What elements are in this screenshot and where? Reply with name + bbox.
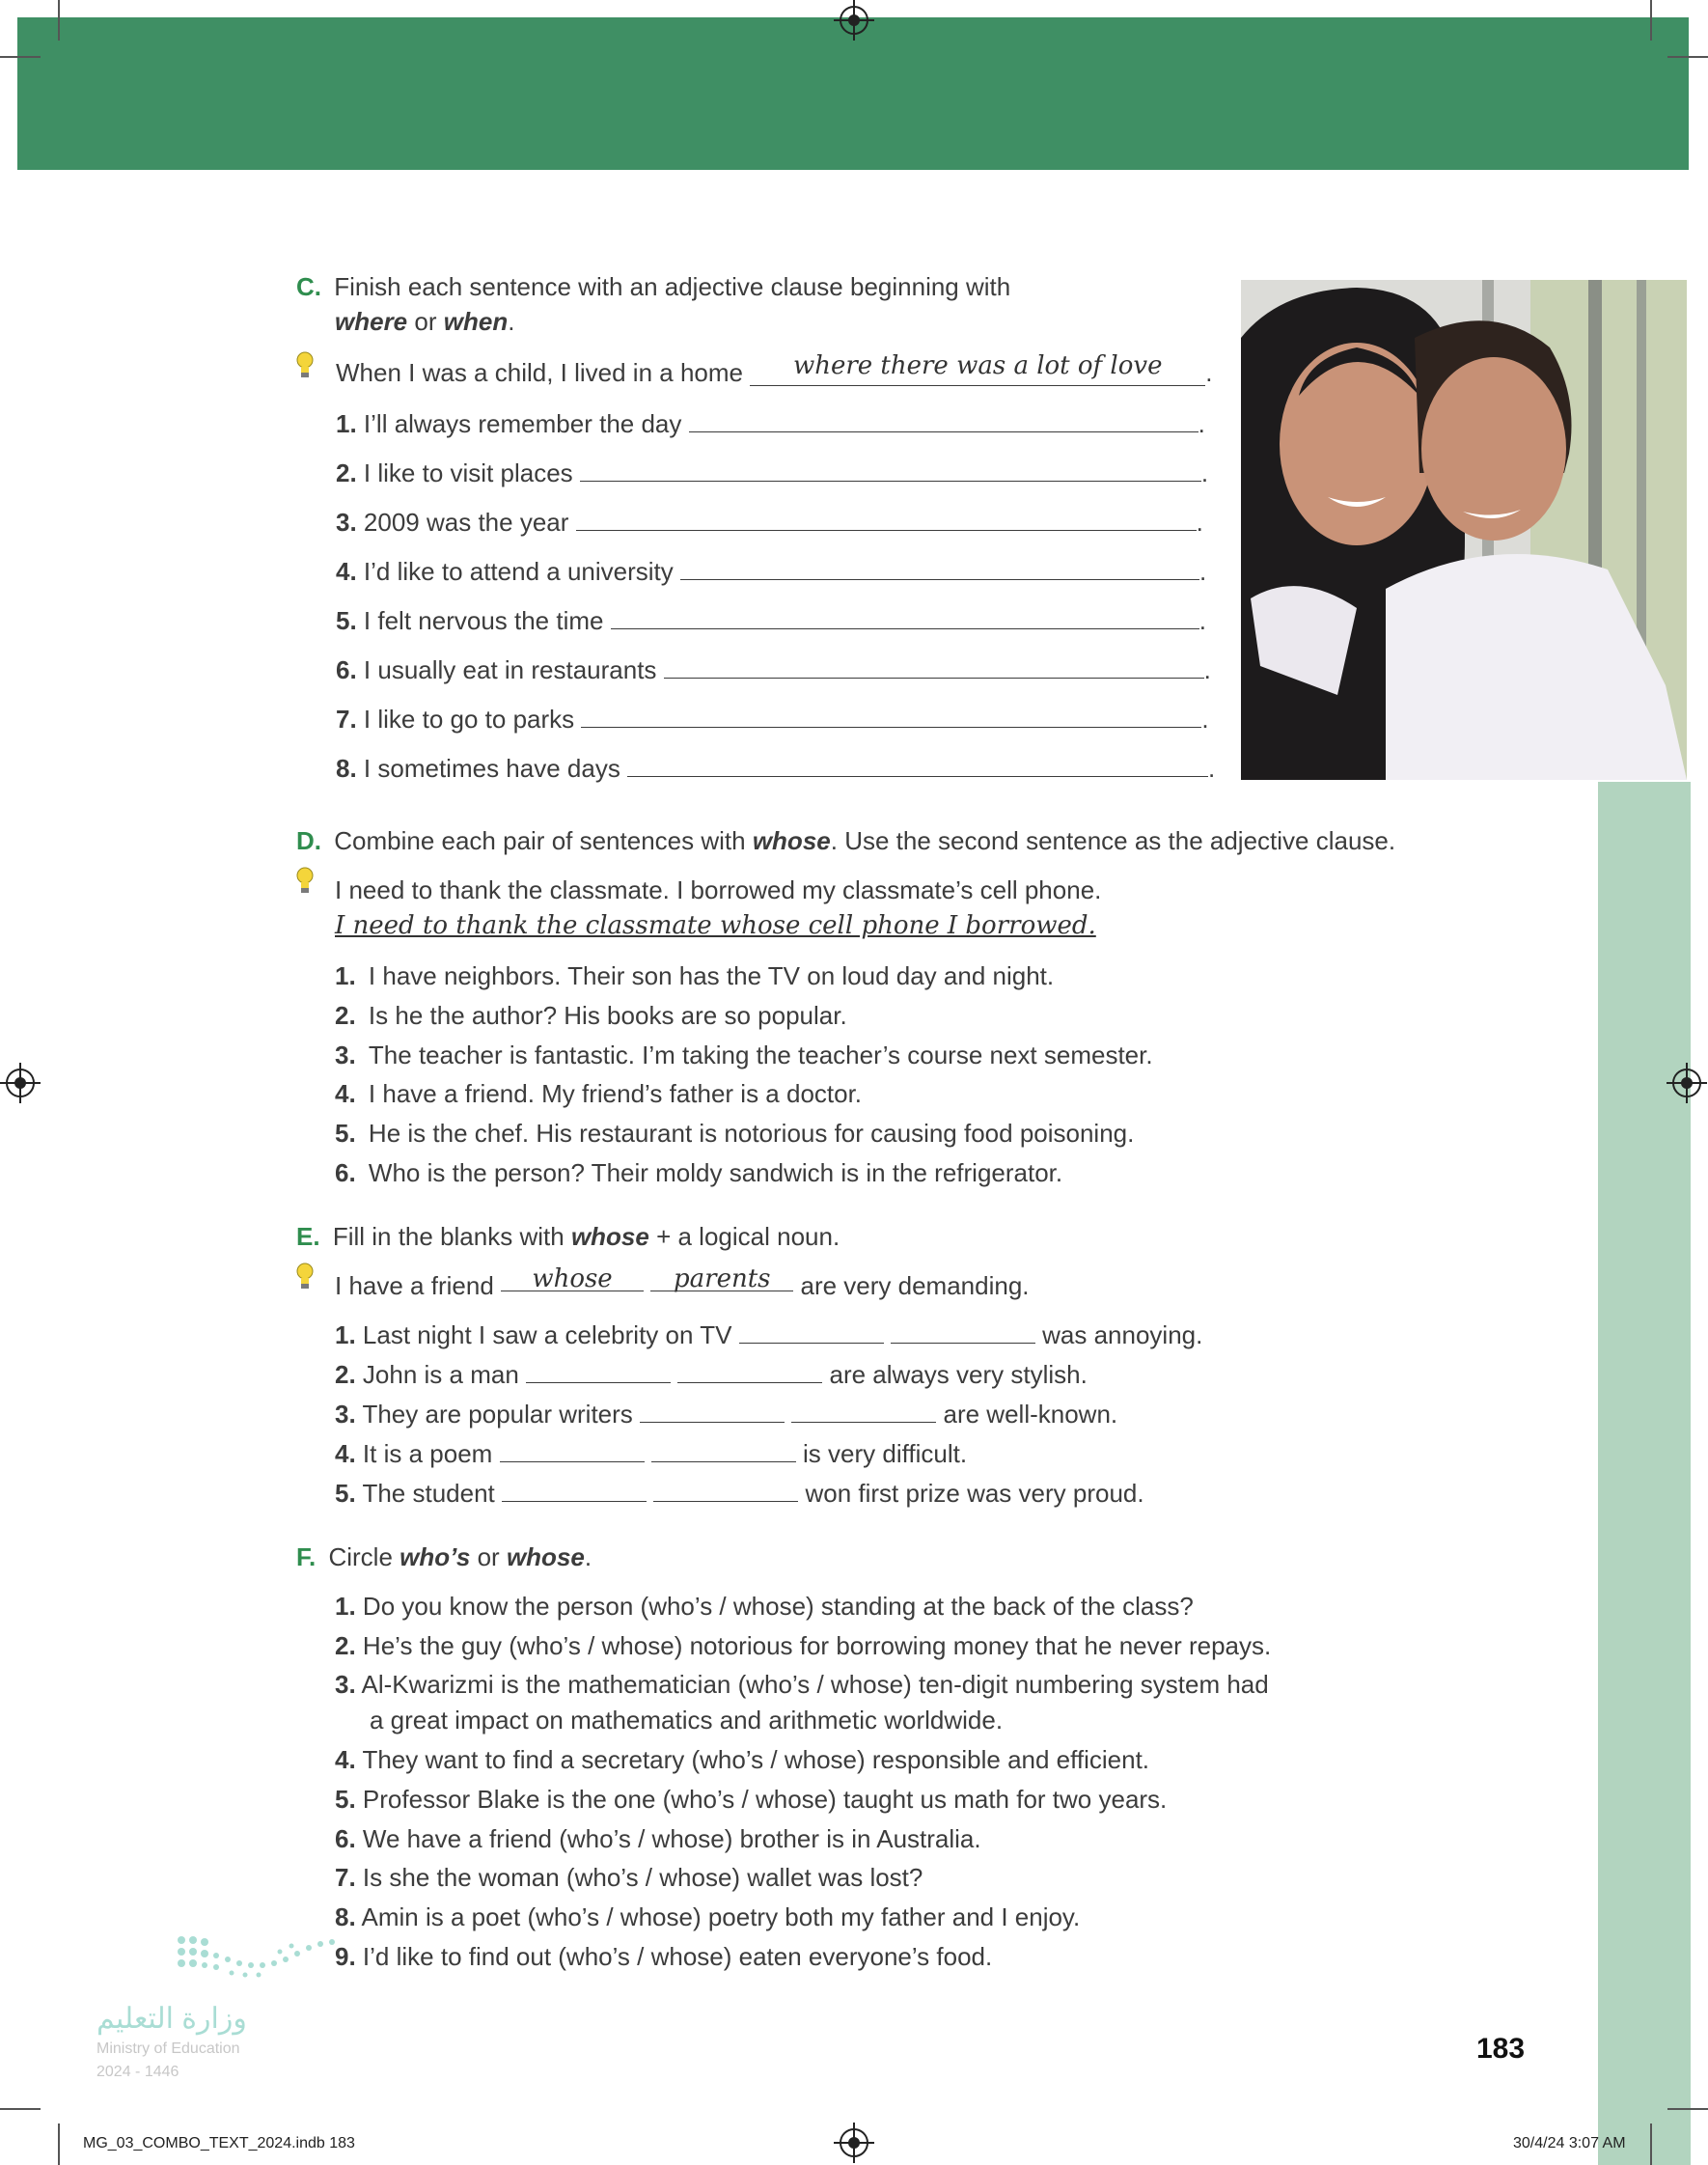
- item-text[interactable]: They want to find a secretary (who’s / whose) responsible and efficient.: [362, 1745, 1150, 1774]
- item-number: 1.: [335, 1320, 356, 1349]
- crop-mark: [1650, 2123, 1652, 2165]
- list-item: [335, 1156, 1062, 1189]
- item-number: 3.: [335, 1670, 356, 1699]
- answer-blank-1[interactable]: [739, 1321, 884, 1344]
- item-text[interactable]: We have a friend (who’s / whose) brother is in Australia.: [362, 1824, 981, 1853]
- example-answer-2: parents: [674, 1264, 771, 1293]
- item-text: Is he the author? His books are so popular.: [368, 1001, 847, 1030]
- item-text: I like to visit places: [363, 458, 573, 487]
- item-number: 2.: [335, 1360, 356, 1389]
- registration-mark-top: [840, 6, 868, 35]
- item-number: 4.: [335, 1079, 356, 1108]
- crop-mark: [0, 56, 41, 58]
- answer-blank[interactable]: [664, 652, 1204, 679]
- item-text: He is the chef. His restaurant is notorious for causing food poisoning.: [368, 1119, 1135, 1148]
- item-number: 3.: [335, 1400, 356, 1429]
- item-text: 2009 was the year: [363, 508, 569, 537]
- answer-blank[interactable]: [680, 554, 1199, 580]
- answer-blank[interactable]: [581, 702, 1201, 728]
- item-text: I sometimes have days: [363, 754, 620, 783]
- period: .: [584, 1542, 592, 1571]
- section-d-heading: [296, 824, 1395, 857]
- answer-blank-2[interactable]: [791, 1401, 936, 1423]
- list-item: 4. I’d like to attend a university .: [336, 554, 1206, 588]
- list-item: [335, 1743, 1149, 1776]
- list-item: 5. I felt nervous the time .: [336, 603, 1206, 637]
- period: .: [508, 307, 515, 336]
- ministry-logo-english: Ministry of Education: [96, 2040, 240, 2057]
- item-text[interactable]: Do you know the person (who’s / whose) standing at the back of the class?: [362, 1592, 1194, 1621]
- item-number: 8.: [335, 1902, 356, 1931]
- item-number: 2.: [335, 1001, 356, 1030]
- item-post: are always very stylish.: [829, 1360, 1088, 1389]
- example-pre: I have a friend: [335, 1271, 494, 1300]
- item-number: 9.: [335, 1942, 356, 1971]
- example-blank-2: [650, 1264, 793, 1293]
- item-number: 8.: [336, 754, 357, 783]
- example-answer: where there was a lot of love: [792, 351, 1163, 380]
- list-item: [335, 1358, 1088, 1391]
- registration-mark-left: [6, 1069, 35, 1097]
- item-post: was annoying.: [1042, 1320, 1203, 1349]
- list-item: [335, 1590, 1194, 1623]
- item-number: 1.: [336, 409, 357, 438]
- section-c-instruction: Finish each sentence with an adjective clause beginning with: [334, 272, 1011, 301]
- section-e-instruction: Fill in the blanks with: [332, 1222, 565, 1251]
- item-post: are well-known.: [943, 1400, 1118, 1429]
- item-text[interactable]: Al-Kwarizmi is the mathematician (who’s / whose) ten-digit numbering system had: [361, 1670, 1269, 1699]
- list-item: [335, 1901, 1080, 1933]
- crop-mark: [58, 2123, 60, 2165]
- footer-date: 30/4/24 3:07 AM: [1513, 2135, 1626, 2151]
- list-item-continuation: a great impact on mathematics and arithmetic worldwide.: [370, 1706, 1004, 1735]
- item-number: 2.: [335, 1631, 356, 1660]
- list-item: [335, 1861, 923, 1894]
- list-item: 7. I like to go to parks .: [336, 702, 1209, 736]
- list-item: 6. I usually eat in restaurants .: [336, 652, 1211, 686]
- keyword-or: or: [477, 1542, 500, 1571]
- item-number: 6.: [335, 1824, 356, 1853]
- item-number: 3.: [335, 1041, 356, 1069]
- answer-blank-1[interactable]: [640, 1401, 785, 1423]
- item-pre: Last night I saw a celebrity on TV: [362, 1320, 732, 1349]
- item-number: 4.: [335, 1439, 356, 1468]
- item-number: 5.: [335, 1479, 356, 1508]
- crop-mark: [1667, 56, 1708, 58]
- ministry-logo-arabic: وزارة التعليم: [96, 2003, 247, 2035]
- item-text: I’ll always remember the day: [363, 409, 682, 438]
- item-text: Who is the person? Their moldy sandwich is in the refrigerator.: [368, 1158, 1063, 1187]
- item-number: 5.: [335, 1119, 356, 1148]
- item-pre: The student: [362, 1479, 495, 1508]
- footer-file: MG_03_COMBO_TEXT_2024.indb 183: [83, 2135, 355, 2151]
- list-item: [335, 1940, 992, 1973]
- item-number: 6.: [335, 1158, 356, 1187]
- answer-blank-1[interactable]: [526, 1361, 671, 1383]
- item-number: 1.: [335, 961, 356, 990]
- item-number: 4.: [335, 1745, 356, 1774]
- list-item: [335, 1668, 1269, 1701]
- item-post: is very difficult.: [803, 1439, 968, 1468]
- list-item: [335, 1477, 1144, 1510]
- item-post: won first prize was very proud.: [805, 1479, 1144, 1508]
- item-text[interactable]: He’s the guy (who’s / whose) notorious for borrowing money that he never repays.: [362, 1631, 1272, 1660]
- list-item: 2. I like to visit places .: [336, 456, 1208, 489]
- list-item: [335, 959, 1054, 992]
- list-item: 3. 2009 was the year .: [336, 505, 1203, 539]
- answer-blank[interactable]: [627, 751, 1208, 777]
- item-number: 1.: [335, 1592, 356, 1621]
- example-sentence: When I was a child, I lived in a home: [336, 358, 743, 387]
- item-number: 2.: [336, 458, 357, 487]
- list-item: [335, 1318, 1202, 1351]
- section-d-letter: D.: [296, 826, 321, 855]
- keyword-whose: whose: [570, 1222, 649, 1251]
- example-blank-1: [501, 1264, 644, 1293]
- answer-blank-1[interactable]: [500, 1440, 645, 1462]
- section-c-letter: C.: [296, 272, 321, 301]
- section-e-example: [335, 1264, 1030, 1302]
- list-item: [335, 1117, 1134, 1150]
- answer-blank-2[interactable]: [653, 1480, 798, 1502]
- section-d-instruction-rest: . Use the second sentence as the adjective clause.: [830, 826, 1396, 855]
- crop-mark: [0, 2108, 41, 2110]
- section-c-keywords: [335, 305, 514, 338]
- section-c-example: When I was a child, I lived in a home where there was a lot of love .: [336, 351, 1213, 387]
- answer-blank[interactable]: [580, 456, 1201, 482]
- item-pre: John is a man: [362, 1360, 519, 1389]
- lightbulb-icon: [296, 351, 314, 380]
- item-number: 4.: [336, 557, 357, 586]
- registration-mark-right: [1672, 1069, 1701, 1097]
- section-e-instruction-rest: + a logical noun.: [656, 1222, 840, 1251]
- section-f-heading: [296, 1540, 592, 1573]
- answer-blank[interactable]: [611, 603, 1199, 629]
- section-c-heading: [296, 270, 1010, 303]
- list-item: [335, 1039, 1153, 1071]
- list-item: [335, 1437, 967, 1470]
- crop-mark: [1650, 0, 1652, 41]
- item-number: 6.: [336, 655, 357, 684]
- side-margin-band: [1598, 782, 1691, 2165]
- page-number: 183: [1476, 2033, 1526, 2065]
- answer-blank-2[interactable]: [891, 1321, 1035, 1344]
- item-number: 7.: [335, 1863, 356, 1892]
- list-item: 8. I sometimes have days .: [336, 751, 1215, 785]
- item-number: 3.: [336, 508, 357, 537]
- section-f-instruction: Circle: [328, 1542, 393, 1571]
- section-d-example-answer: I need to thank the classmate whose cell phone I borrowed.: [335, 911, 1096, 940]
- item-number: 7.: [336, 705, 357, 734]
- list-item: 1. I’ll always remember the day .: [336, 406, 1205, 440]
- answer-blank-2[interactable]: [651, 1440, 796, 1462]
- answer-blank[interactable]: [576, 505, 1197, 531]
- item-pre: It is a poem: [362, 1439, 493, 1468]
- item-text: I usually eat in restaurants: [363, 655, 657, 684]
- list-item: [335, 1398, 1117, 1430]
- keyword-whose: whose: [506, 1542, 585, 1571]
- mother-child-photo: [1241, 280, 1687, 780]
- item-pre: They are popular writers: [362, 1400, 633, 1429]
- item-text: The teacher is fantastic. I’m taking the teacher’s course next semester.: [368, 1041, 1153, 1069]
- lightbulb-icon: [296, 867, 314, 896]
- answer-blank-1[interactable]: [502, 1480, 647, 1502]
- ministry-dots-logo: [174, 1930, 347, 1988]
- example-answer-1: whose: [532, 1264, 613, 1293]
- crop-mark: [58, 0, 60, 41]
- item-text: I have neighbors. Their son has the TV on loud day and night.: [368, 961, 1055, 990]
- section-d-instruction: Combine each pair of sentences with: [334, 826, 746, 855]
- item-number: 5.: [336, 606, 357, 635]
- answer-blank-2[interactable]: [677, 1361, 822, 1383]
- item-text: I like to go to parks: [363, 705, 575, 734]
- item-text[interactable]: Amin is a poet (who’s / whose) poetry both my father and I enjoy.: [361, 1902, 1081, 1931]
- list-item: [335, 1629, 1271, 1662]
- section-f-letter: F.: [296, 1542, 317, 1571]
- list-item: [335, 1077, 862, 1110]
- section-d-example: I need to thank the classmate. I borrowed my classmate’s cell phone.: [335, 875, 1102, 904]
- list-item: [335, 1822, 981, 1855]
- crop-mark: [1667, 2108, 1708, 2110]
- item-number: 5.: [335, 1785, 356, 1814]
- list-item: [335, 1783, 1167, 1816]
- keyword-where: where: [335, 307, 408, 336]
- keyword-whos: who’s: [399, 1542, 471, 1571]
- item-text[interactable]: Professor Blake is the one (who’s / whose) taught us math for two years.: [362, 1785, 1168, 1814]
- keyword-when: when: [443, 307, 509, 336]
- item-text[interactable]: Is she the woman (who’s / whose) wallet was lost?: [362, 1863, 923, 1892]
- item-text[interactable]: I’d like to find out (who’s / whose) eaten everyone’s food.: [362, 1942, 993, 1971]
- registration-mark-bottom: [840, 2128, 868, 2157]
- keyword-or: or: [414, 307, 437, 336]
- example-post: are very demanding.: [800, 1271, 1030, 1300]
- item-text: I’d like to attend a university: [363, 557, 674, 586]
- item-text: I have a friend. My friend’s father is a doctor.: [368, 1079, 863, 1108]
- section-e-heading: [296, 1220, 840, 1253]
- list-item: [335, 999, 847, 1032]
- keyword-whose: whose: [752, 826, 831, 855]
- section-e-letter: E.: [296, 1222, 320, 1251]
- answer-blank[interactable]: [689, 406, 1198, 432]
- lightbulb-icon: [296, 1263, 314, 1291]
- item-text: I felt nervous the time: [363, 606, 604, 635]
- ministry-logo-year: 2024 - 1446: [96, 2064, 179, 2080]
